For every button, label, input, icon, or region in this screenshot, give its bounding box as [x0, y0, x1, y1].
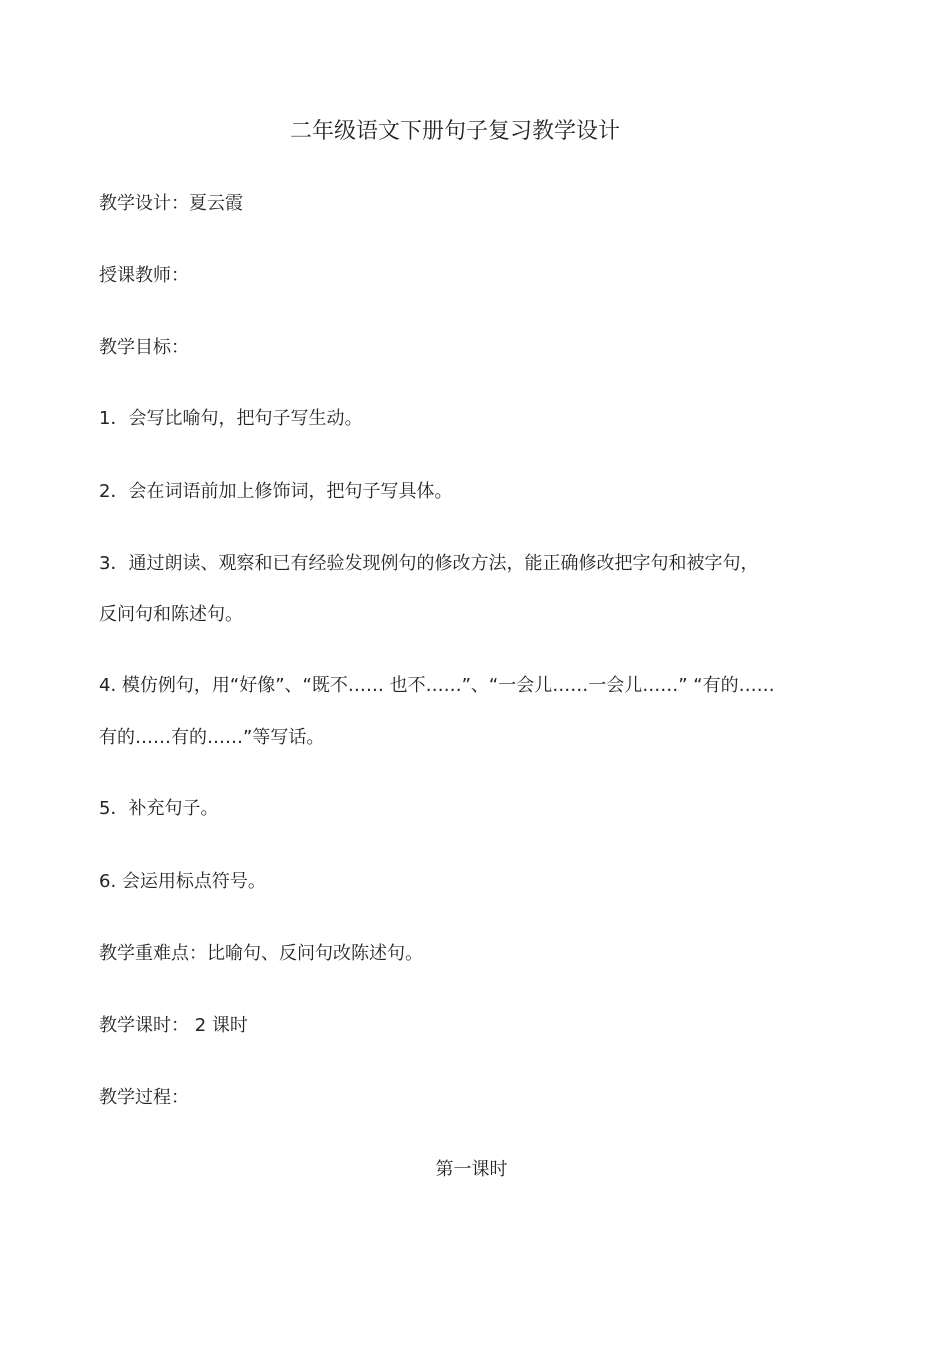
objective-item: 3．通过朗读、观察和已有经验发现例句的修改方法，能正确修改把字句和被字句，: [99, 553, 759, 574]
objective-item-continued: 反问句和陈述句。: [99, 604, 243, 625]
designer-line: 教学设计：夏云霞: [99, 193, 243, 214]
teacher-line: 授课教师：: [99, 265, 189, 286]
objective-item: 5．补充句子。: [99, 798, 219, 819]
objective-item-continued: 有的……有的……”等写话。: [99, 727, 325, 748]
process-heading: 教学过程：: [99, 1087, 189, 1108]
section-title: 第一课时: [435, 1159, 508, 1180]
key-points-line: 教学重难点：比喻句、反问句改陈述句。: [99, 943, 423, 964]
hours-line: 教学课时： 2 课时: [99, 1015, 248, 1036]
document-title: 二年级语文下册句子复习教学设计: [289, 119, 620, 144]
objective-item: 6. 会运用标点符号。: [99, 871, 266, 892]
objective-item: 1．会写比喻句，把句子写生动。: [99, 408, 363, 429]
objective-item: 2．会在词语前加上修饰词，把句子写具体。: [99, 481, 453, 502]
objectives-heading: 教学目标：: [99, 337, 189, 358]
objective-item: 4. 模仿例句，用“好像”、“既不…… 也不……”、“一会儿……一会儿……” “有的……: [99, 675, 775, 696]
